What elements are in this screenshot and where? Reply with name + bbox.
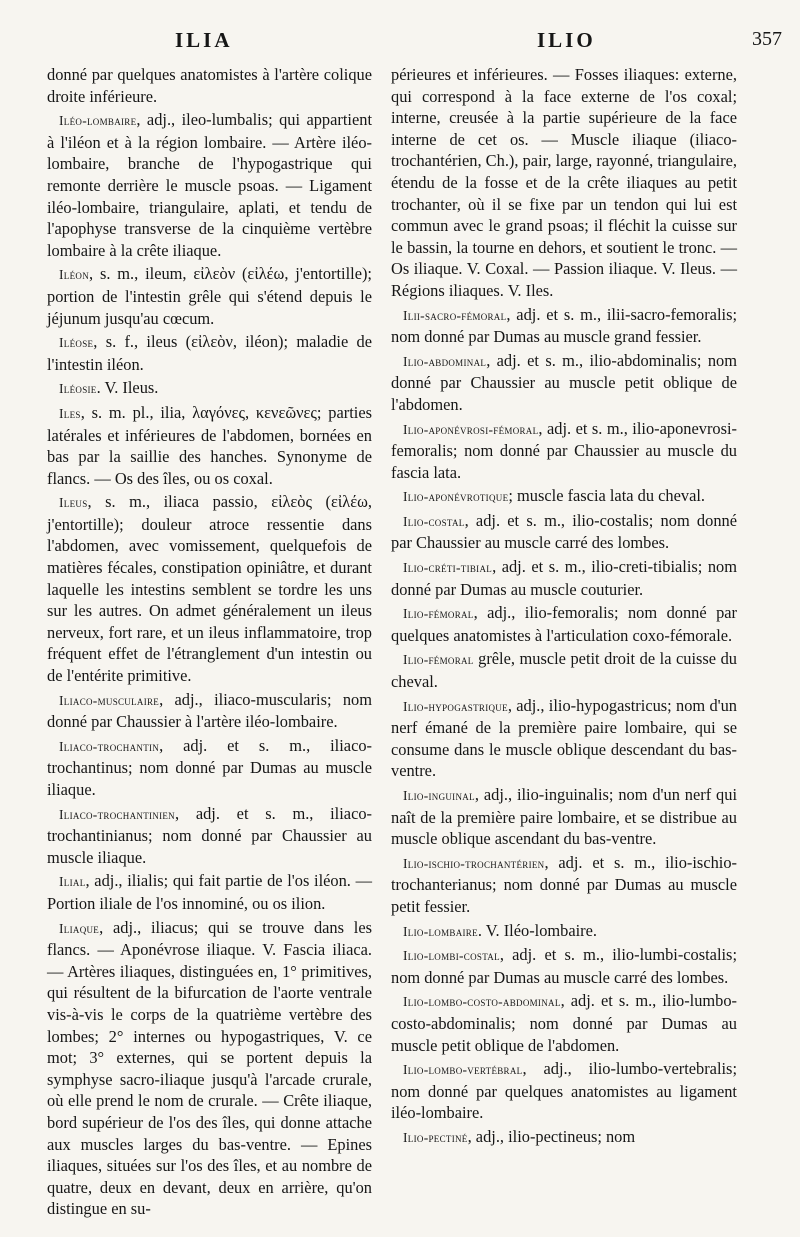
entry-text: , adj., iliacus; qui se trouve dans les flancs. — Aponévrose iliaque. V. Fascia iliaca. — Artères iliaques, distinguées en, 1° primitives, qui résultent de la bifurcation de l'aorte ventrale vis-à-vis le corps de la quatrième vertèbre des lombes; 2° internes ou hypogastriques, V. ce mot; 3° externes, qui se portent depuis la symphyse sacro-iliaque jusqu'à l'arcade crurale, où elle prend le nom de crurale. — Crête iliaque, bord supérieur de l'os des îles, qui donne attache aux muscles larges du bas-ventre. — Epines iliaques, situées sur l'os des îles, et au nombre de quatre, deux en devant, deux en arrière, qu'on distingue en su- [47,917,372,1219]
dictionary-entry [391,920,737,943]
entry-text: , s. m., iliaca passio, εἰλεὸς (εἰλέω, j'entortille); douleur atroce ressentie dans l'abdomen, avec vomissement, quelquefois de matières fécales, constipation opiniâtre, et durant laquelle les intestins semblent se tordre les uns sur les autres. On admet généralement un ileus nerveux, fort rare, et un ileus inflammatoire, trop fréquent effet de l'étranglement d'un intestin ou de l'entérite primitive. [47,492,372,686]
entry-headword: Ilio-fémoral [403,606,474,622]
dictionary-entry [391,852,737,918]
entry-headword: Iléose [59,335,94,351]
entry-text: , adj. et s. m., iliaco-trochantinianus; nom donné par Chaussier au muscle iliaque. [47,803,372,867]
header-left-guide-word: ILIA [175,28,233,52]
entry-text: , s. m. pl., ilia, λαγόνες, κενεῶνες; parties latérales et inférieures de l'abdomen, bornées en bas par la saillie des hanches. Synonyme de flancs. — Os des îles, ou os coxal. [47,402,372,488]
entry-headword: Iliaco-musculaire [59,692,160,708]
entry-headword: Ilial [59,874,86,890]
dictionary-entry [47,491,372,686]
entry-text: , adj., iliaco-muscularis; nom donné par Chaussier à l'artère iléo-lombaire. [47,689,372,732]
entry-text: , adj., ilio-pectineus; nom [467,1126,636,1146]
entry-headword: Iliaco-trochantinien [59,806,175,822]
entry-text: . V. Ileus. [96,378,159,398]
right-column [391,64,737,1151]
running-header [0,28,800,58]
entry-headword: Ilio-hypogastrique [403,698,508,714]
entry-headword: Ilio-pectiné [403,1129,468,1145]
dictionary-entry [47,331,372,375]
dictionary-entry [47,917,372,1220]
dictionary-entry [47,689,372,733]
entry-text: , adj. et s. m., ilio-lumbo-costo-abdominalis; nom donné par Dumas au muscle petit oblique de l'abdomen. [391,991,737,1055]
entry-headword: Ilii-sacro-fémoral [403,307,507,323]
entry-text: périeures et inférieures. — Fosses iliaques: externe, qui correspond à la face externe de l'os coxal; interne, creusée à la partie supérieure de la face interne de cet os. — Muscle iliaque (iliaco-trochantérien, Ch.), pair, large, rayonné, triangulaire, étendu de la fosse et de la crête iliaques au petit trochanter, où il se fixe par un tendon qui lui est commun avec le grand psoas; il fléchit la cuisse sur le bassin, la tourne en dehors, et soutient le tronc. — Os iliaque. V. Coxal. — Passion iliaque. V. Ileus. — Régions iliaques. V. Iles. [391,65,737,300]
entry-text: , adj. et s. m., ilii-sacro-femoralis; nom donné par Dumas au muscle grand fessier. [391,304,737,347]
entry-headword: Ilio-créti-tibial [403,560,493,576]
entry-headword: Ilio-lombi-costal [403,948,500,964]
entry-text: , adj. et s. m., ilio-aponevrosi-femoralis; nom donné par Chaussier au muscle du fascia lata. [391,418,737,482]
dictionary-entry [391,510,737,554]
page-number: 357 [752,28,782,50]
entry-text: , adj., ilio-hypogastricus; nom d'un nerf émané de la première paire lombaire, qui se consume dans le muscle oblique descendant du bas-ventre. [391,695,737,781]
dictionary-entry [47,402,372,489]
entry-text: , adj. et s. m., ilio-creti-tibialis; nom donné par Dumas au muscle couturier. [391,557,737,599]
dictionary-entry [47,803,372,869]
dictionary-entry [391,304,737,348]
entry-headword: Iles [59,405,81,421]
dictionary-entry [47,109,372,261]
entry-headword: Ilio-lombo-vertébral [403,1062,523,1078]
dictionary-entry [391,784,737,850]
dictionary-entry [47,377,372,400]
dictionary-entry [391,990,737,1056]
dictionary-entry [47,735,372,801]
entry-headword: Ilio-lombaire [403,923,478,939]
entry-headword: Iléosie [59,381,97,397]
dictionary-entry [391,944,737,988]
entry-text: , adj., ilio-inguinalis; nom d'un nerf qui naît de la première paire lombaire, et se distribue au muscle oblique ascendant du bas-ventre. [391,785,737,849]
entry-text: , adj., ileo-lumbalis; qui appartient à l'iléon et à la région lombaire. — Artère iléo-lombaire, branche de l'hypogastrique qui remonte derrière le muscle psoas. — Ligament iléo-lombaire, triangulaire, aplati, et tendu de l'apophyse transverse de la cinquième vertèbre lombaire à la crête iliaque. [47,110,372,260]
dictionary-entry [47,870,372,914]
entry-text: , adj. et s. m., ilio-abdominalis; nom donné par Chaussier au muscle petit oblique de l'abdomen. [391,350,737,414]
entry-text: , adj. et s. m., ilio-ischio-trochanterianus; nom donné par Dumas au muscle petit fessier. [391,852,737,916]
entry-text: , s. f., ileus (εἰλεὸν, iléon); maladie de l'intestin iléon. [47,332,372,374]
entry-headword: Ilio-aponévrotique [403,489,509,505]
entry-text: , adj. et s. m., ilio-costalis; nom donné par Chaussier au muscle carré des lombes. [391,510,737,553]
dictionary-entry [47,263,372,329]
entry-text: , adj., ilio-femoralis; nom donné par quelques anatomistes à l'articulation coxo-fémorale. [391,603,737,645]
dictionary-entry [47,64,372,107]
entry-headword: Ilio-costal [403,513,465,529]
entry-text: , s. m., ileum, εἰλεὸν (εἰλέω, j'entortille); portion de l'intestin grêle qui s'étend depuis le jéjunum jusqu'au cœcum. [47,264,372,328]
entry-headword: Ilio-lombo-costo-abdominal [403,994,561,1010]
dictionary-entry [391,556,737,600]
entry-headword: Ilio-inguinal [403,788,475,803]
entry-headword: Ileus [59,495,88,511]
dictionary-entry [391,695,737,782]
entry-text: , adj., ilialis; qui fait partie de l'os iléon. — Portion iliale de l'os innominé, ou os ilion. [47,871,372,913]
dictionary-entry [391,602,737,646]
entry-text: donné par quelques anatomistes à l'artère colique droite inférieure. [47,65,372,106]
entry-headword: Iléon [59,267,89,283]
entry-headword: Ilio-fémoral [403,652,474,668]
entry-headword: Iliaque [59,920,100,936]
dictionary-entry [391,1058,737,1124]
entry-text: ; muscle fascia lata du cheval. [508,486,705,506]
dictionary-entry [391,1126,737,1149]
entry-headword: Ilio-abdominal [403,353,487,369]
dictionary-entry [391,350,737,416]
entry-headword: Ilio-ischio-trochantérien [403,855,545,871]
dictionary-entry [391,648,737,692]
entry-headword: Iliaco-trochantin [59,738,160,754]
dictionary-entry [391,64,737,302]
entry-headword: Ilio-aponévrosi-fémoral [403,421,539,437]
header-right-guide-word: ILIO [537,28,596,52]
dictionary-entry [391,418,737,484]
dictionary-entry [391,485,737,508]
entry-text: grêle, muscle petit droit de la cuisse du cheval. [391,649,737,692]
entry-text: , adj. et s. m., ilio-lumbi-costalis; nom donné par Dumas au muscle carré des lombes. [391,945,737,987]
left-column [47,64,372,1222]
entry-headword: Iléo-lombaire [59,113,137,129]
entry-text: . V. Iléo-lombaire. [477,920,598,940]
entry-text: , adj. et s. m., iliaco-trochantinus; nom donné par Dumas au muscle iliaque. [47,735,372,799]
entry-text: , adj., ilio-lumbo-vertebralis; nom donné par quelques anatomistes au ligament iléo-lombaire. [391,1059,737,1123]
